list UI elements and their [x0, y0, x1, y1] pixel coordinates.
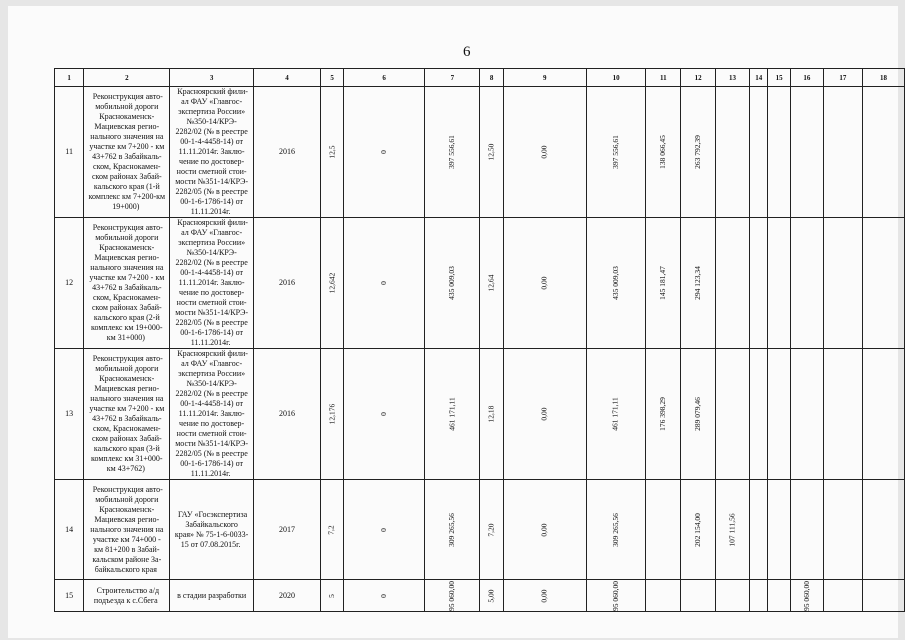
expertise-cell	[170, 87, 253, 218]
value-cell-c14	[750, 349, 768, 480]
value-cell-c10	[586, 349, 646, 480]
value-cell-c7	[425, 580, 480, 612]
value-cell-c13	[715, 349, 749, 480]
page-number: 6	[463, 44, 471, 60]
value-cell-c10	[586, 218, 646, 349]
value-cell-c9	[503, 480, 586, 580]
value-cell-c15	[768, 480, 791, 580]
value-cell-c5-text: 7,2	[327, 524, 337, 535]
expertise-cell	[170, 480, 253, 580]
row-number-cell-text: 13	[65, 409, 74, 418]
value-cell-c5-text: 5	[327, 593, 337, 598]
value-cell-c12-text: 289 079,46	[693, 397, 703, 431]
value-cell-c8-text: 5,00	[486, 588, 496, 603]
value-cell-c10	[586, 87, 646, 218]
expertise-cell	[170, 349, 253, 480]
object-name-cell	[84, 218, 170, 349]
value-cell-c17	[823, 349, 862, 480]
row-number-cell	[55, 480, 84, 580]
value-cell-c7	[425, 218, 480, 349]
year-cell-text: 2020	[279, 590, 295, 600]
column-header: 4	[253, 69, 320, 87]
value-cell-c16	[790, 87, 823, 218]
column-header: 11	[646, 69, 681, 87]
value-cell-c12-text: 263 792,39	[693, 135, 703, 169]
object-name-cell-text: Реконструкция авто- мобильной дороги Краснокаменск- Мациевская регио- нального значения на участке км 7+200 - км 43+762 в Забайкаль- ском, Краснокамен- ском районах Забай- кальского края (2-й комплекс км 19+000- км 31+000)	[89, 223, 165, 342]
row-number-cell	[55, 349, 84, 480]
value-cell-c7-text: 309 265,56	[447, 512, 457, 547]
value-cell-c10	[586, 580, 646, 612]
value-cell-c9	[503, 218, 586, 349]
value-cell-c5	[321, 218, 344, 349]
investment-table	[54, 68, 905, 612]
value-cell-c13-text: 107 111,56	[727, 512, 737, 547]
value-cell-c15	[768, 218, 791, 349]
row-number-cell	[55, 218, 84, 349]
value-cell-c10-text: 397 556,61	[611, 135, 621, 169]
column-header: 14	[750, 69, 768, 87]
object-name-cell	[84, 87, 170, 218]
expertise-cell	[170, 580, 253, 612]
value-cell-c6-text: 0	[379, 281, 389, 285]
value-cell-c7-text: 435 009,03	[447, 266, 457, 300]
row-number-cell-text: 14	[65, 524, 74, 534]
value-cell-c8-text: 12,50	[486, 143, 496, 161]
value-cell-c8	[480, 349, 503, 480]
column-header: 10	[586, 69, 646, 87]
value-cell-c11	[646, 580, 681, 612]
expertise-cell	[170, 218, 253, 349]
value-cell-c6	[344, 349, 425, 480]
value-cell-c11	[646, 218, 681, 349]
table-row	[55, 218, 905, 349]
value-cell-c17	[823, 480, 862, 580]
column-header: 2	[84, 69, 170, 87]
value-cell-c8	[480, 580, 503, 612]
object-name-cell	[84, 480, 170, 580]
value-cell-c11-text: 176 398,29	[658, 397, 668, 431]
value-cell-c16	[790, 480, 823, 580]
value-cell-c10-text: 309 265,56	[611, 512, 621, 547]
value-cell-c11	[646, 87, 681, 218]
table-row	[55, 580, 905, 612]
year-cell-text: 2017	[279, 524, 295, 534]
value-cell-c16-text: 95 060,00	[801, 580, 811, 611]
value-cell-c14	[750, 480, 768, 580]
value-cell-c9-text: 0,00	[539, 407, 549, 421]
year-cell	[253, 218, 320, 349]
value-cell-c9-text: 0,00	[539, 522, 549, 537]
value-cell-c6-text: 0	[379, 593, 389, 598]
year-cell-text: 2016	[279, 147, 295, 156]
column-header: 9	[503, 69, 586, 87]
value-cell-c6	[344, 87, 425, 218]
year-cell	[253, 480, 320, 580]
value-cell-c6-text: 0	[379, 527, 389, 532]
value-cell-c7	[425, 87, 480, 218]
value-cell-c12	[681, 580, 716, 612]
column-header: 5	[321, 69, 344, 87]
value-cell-c18	[862, 580, 904, 612]
value-cell-c9-text: 0,00	[539, 145, 549, 159]
value-cell-c12	[681, 480, 716, 580]
value-cell-c18	[862, 480, 904, 580]
value-cell-c6	[344, 218, 425, 349]
value-cell-c5-text: 12,176	[327, 403, 337, 425]
row-number-cell-text: 12	[65, 278, 74, 287]
column-header: 18	[862, 69, 904, 87]
value-cell-c17	[823, 87, 862, 218]
year-cell	[253, 349, 320, 480]
table-row	[55, 349, 905, 480]
value-cell-c8-text: 12,18	[486, 405, 496, 423]
object-name-cell	[84, 580, 170, 612]
value-cell-c16	[790, 580, 823, 612]
expertise-cell-text: ГАУ «Госэкспертиза Забайкальского края» № 75-1-6-0033- 15 от 07.08.2015г.	[174, 509, 249, 549]
object-name-cell-text: Реконструкция авто- мобильной дороги Краснокаменск- Мациевская регио- нального значения на участке км 7+200 - км 43+762 в Забайкаль- ском, Краснокамен- ском районах Забай- кальского края (3-й комплекс км 31+000- км 43+762)	[89, 354, 165, 473]
value-cell-c9-text: 0,00	[539, 588, 549, 603]
value-cell-c14	[750, 218, 768, 349]
object-name-cell-text: Реконструкция авто- мобильной дороги Краснокаменск- Мациевская регио- нального значения на участке км 7+200 - км 43+762 в Забайкаль- ском, Краснокамен- ском районах Забай- кальского края (1-й комплекс км 7+200-км 19+000)	[88, 92, 166, 211]
value-cell-c9-text: 0,00	[539, 276, 549, 290]
value-cell-c8-text: 7,20	[486, 522, 496, 537]
column-header: 8	[480, 69, 503, 87]
value-cell-c18	[862, 349, 904, 480]
value-cell-c6	[344, 580, 425, 612]
value-cell-c9	[503, 349, 586, 480]
value-cell-c5	[321, 580, 344, 612]
value-cell-c11-text: 138 066,45	[658, 135, 668, 169]
column-header: 7	[425, 69, 480, 87]
value-cell-c7-text: 397 556,61	[447, 135, 457, 169]
value-cell-c10	[586, 480, 646, 580]
year-cell	[253, 87, 320, 218]
value-cell-c16	[790, 349, 823, 480]
value-cell-c15	[768, 580, 791, 612]
value-cell-c10-text: 461 171,11	[611, 397, 621, 431]
column-header: 3	[170, 69, 253, 87]
value-cell-c5	[321, 480, 344, 580]
value-cell-c8	[480, 218, 503, 349]
value-cell-c8	[480, 87, 503, 218]
column-header: 6	[344, 69, 425, 87]
expertise-cell-text: в стадии разработки	[177, 590, 247, 600]
value-cell-c5	[321, 87, 344, 218]
value-cell-c7-text: 95 060,00	[447, 580, 457, 611]
value-cell-c9	[503, 87, 586, 218]
expertise-cell-text: Красноярский фили- ал ФАУ «Главгос- экспертиза России» №350-14/КРЭ- 2282/02 (№ в реестре 00-1-4-4458-14) от 11.11.2014г. Заклю- чение по достовер- ности сметной стои- мости №351-14/КРЭ- 2282/05 (№ в реестре 00-1-6-1786-14) от 11.11.2014г.	[175, 87, 249, 216]
value-cell-c11	[646, 349, 681, 480]
value-cell-c13	[715, 580, 749, 612]
value-cell-c14	[750, 580, 768, 612]
value-cell-c15	[768, 349, 791, 480]
value-cell-c5-text: 12,5	[327, 145, 337, 159]
value-cell-c12	[681, 349, 716, 480]
value-cell-c7	[425, 480, 480, 580]
object-name-cell-text: Строительство а/д подъезда к с.Сбега	[93, 585, 160, 605]
value-cell-c13	[715, 218, 749, 349]
value-cell-c9	[503, 580, 586, 612]
value-cell-c8-text: 12,64	[486, 274, 496, 292]
value-cell-c18	[862, 218, 904, 349]
value-cell-c10-text: 435 009,03	[611, 266, 621, 300]
year-cell	[253, 580, 320, 612]
column-header: 13	[715, 69, 749, 87]
value-cell-c10-text: 95 060,00	[611, 580, 621, 611]
value-cell-c12	[681, 218, 716, 349]
value-cell-c6-text: 0	[379, 412, 389, 416]
row-number-cell	[55, 580, 84, 612]
value-cell-c5	[321, 349, 344, 480]
column-header: 1	[55, 69, 84, 87]
object-name-cell	[84, 349, 170, 480]
header-row	[55, 69, 905, 87]
value-cell-c17	[823, 218, 862, 349]
table-row	[55, 87, 905, 218]
year-cell-text: 2016	[279, 278, 295, 287]
expertise-cell-text: Красноярский фили- ал ФАУ «Главгос- экспертиза России» №350-14/КРЭ- 2282/02 (№ в реестре 00-1-4-4458-14) от 11.11.2014г. Заклю- чение по достовер- ности сметной стои- мости №351-14/КРЭ- 2282/05 (№ в реестре 00-1-6-1786-14) от 11.11.2014г.	[175, 218, 249, 347]
value-cell-c7-text: 461 171,11	[447, 397, 457, 431]
value-cell-c16	[790, 218, 823, 349]
row-number-cell	[55, 87, 84, 218]
table-row	[55, 480, 905, 580]
value-cell-c6-text: 0	[379, 150, 389, 154]
value-cell-c14	[750, 87, 768, 218]
value-cell-c13	[715, 87, 749, 218]
column-header: 15	[768, 69, 791, 87]
value-cell-c18	[862, 87, 904, 218]
column-header: 16	[790, 69, 823, 87]
value-cell-c15	[768, 87, 791, 218]
expertise-cell-text: Красноярский фили- ал ФАУ «Главгос- экспертиза России» №350-14/КРЭ- 2282/02 (№ в реестре 00-1-4-4458-14) от 11.11.2014г. Заклю- чение по достовер- ности сметной стои- мости №351-14/КРЭ- 2282/05 (№ в реестре 00-1-6-1786-14) от 11.11.2014г.	[175, 349, 249, 478]
row-number-cell-text: 15	[65, 590, 74, 600]
value-cell-c11	[646, 480, 681, 580]
value-cell-c12	[681, 87, 716, 218]
column-header: 17	[823, 69, 862, 87]
value-cell-c12-text: 294 123,34	[693, 266, 703, 300]
year-cell-text: 2016	[279, 409, 295, 418]
value-cell-c5-text: 12,642	[327, 272, 337, 294]
object-name-cell-text: Реконструкция авто- мобильной дороги Краснокаменск- Мациевская регио- нального значения на участке км 74+000 - км 81+200 в Забай- кальском районе За- байкальского края	[90, 484, 164, 574]
value-cell-c12-text: 202 154,00	[693, 512, 703, 547]
value-cell-c13	[715, 480, 749, 580]
value-cell-c8	[480, 480, 503, 580]
value-cell-c17	[823, 580, 862, 612]
value-cell-c6	[344, 480, 425, 580]
column-header: 12	[681, 69, 716, 87]
value-cell-c11-text: 145 181,47	[658, 266, 668, 300]
value-cell-c7	[425, 349, 480, 480]
row-number-cell-text: 11	[65, 147, 73, 156]
